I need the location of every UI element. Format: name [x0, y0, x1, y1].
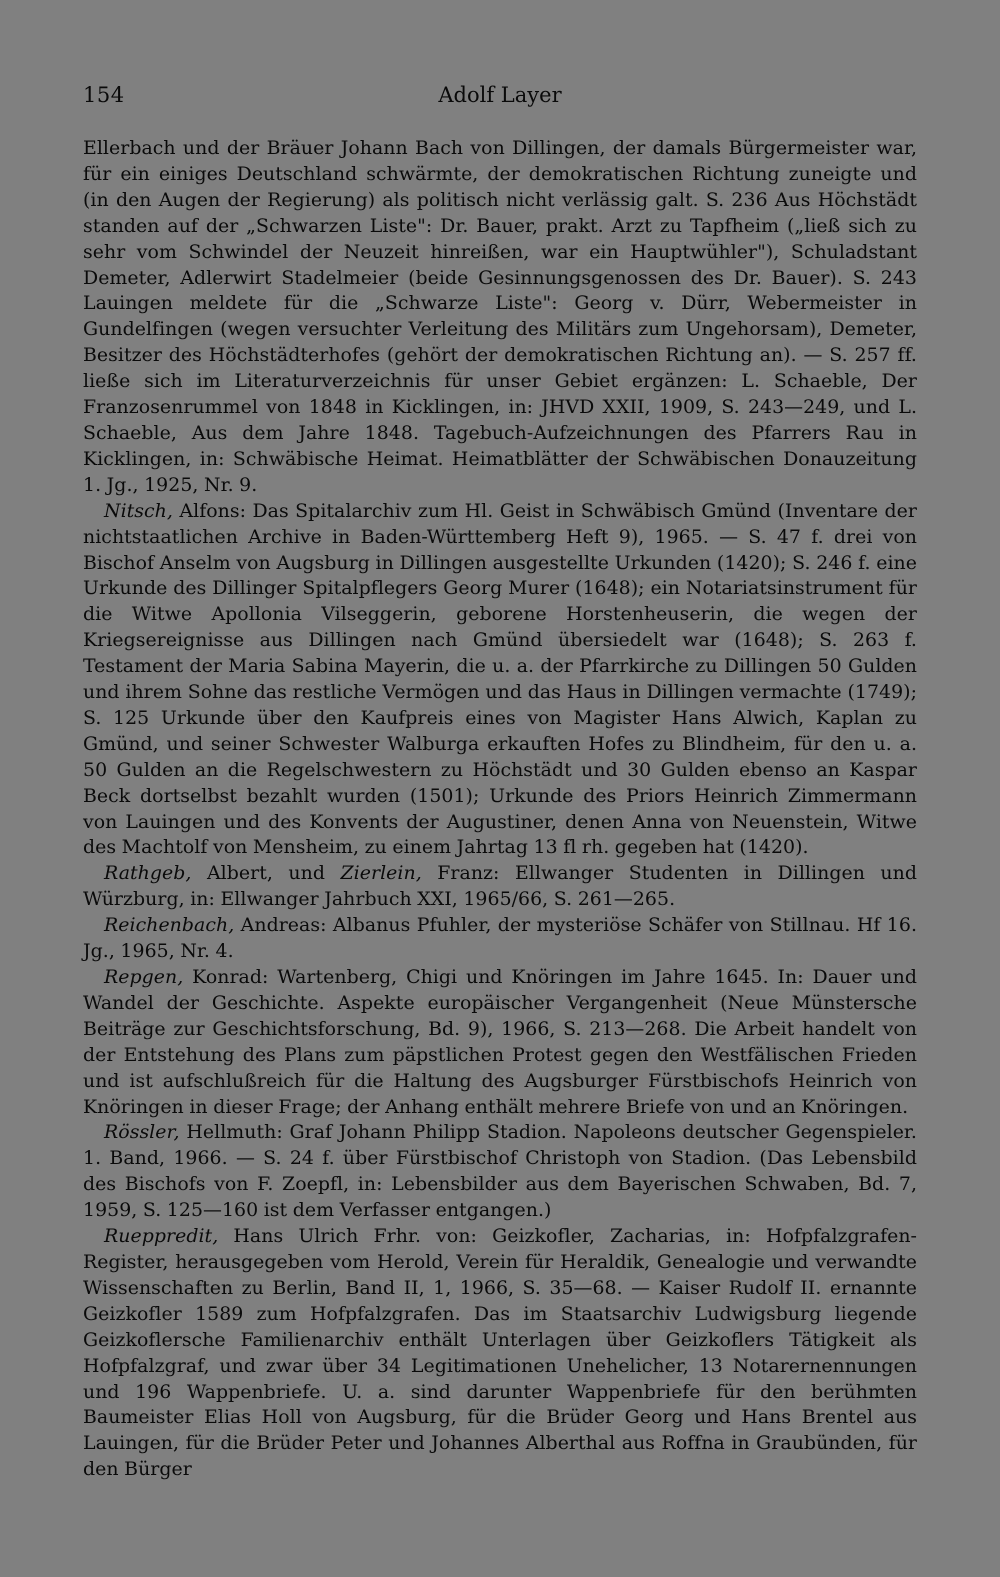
- entry-author: Rössler,: [104, 1121, 180, 1144]
- page-header: [83, 78, 917, 112]
- entry-text: Hans Ulrich Frhr. von: Geizkofler, Zacharias, in: Hofpfalzgrafen-Register, herausgegeben vom Herold, Verein für Heraldik, Genealogie und verwandte Wissenschaften zu Berlin, Band II, 1, 1966, S. 35—68. — Kaiser Rudolf II. ernannte Geizkofler 1589 zum Hofpfalzgrafen. Das im Staatsarchiv Ludwigsburg liegende Geizkoflersche Familienarchiv enthält Unterlagen über Geizkoflers Tätigkeit als Hofpfalzgraf, und zwar über 34 Legitimationen Unehelicher, 13 Notarernennungen und 196 Wappenbriefe. U. a. sind darunter Wappenbriefe für den berühmten Baumeister Elias Holl von Augsburg, für die Brüder Georg und Hans Brentel aus Lauingen, für die Brüder Peter und Johannes Alberthal aus Roffna in Graubünden, für den Bürger: [83, 1225, 917, 1481]
- entry-text: Hellmuth: Graf Johann Philipp Stadion. Napoleons deutscher Gegenspieler. 1. Band, 1966. — S. 24 f. über Fürstbischof Christoph von Stadion. (Das Lebensbild des Bischofs von F. Zoepfl, in: Lebensbilder aus dem Bayerischen Schwaben, Bd. 7, 1959, S. 125—160 ist dem Verfasser entgangen.): [83, 1121, 917, 1222]
- entry-author: Reichenbach,: [104, 914, 235, 937]
- entry-text: Franz: Ellwanger Studenten in Dillingen und Würzburg, in: Ellwanger Jahrbuch XXI, 1965/66, S. 261—265.: [83, 862, 918, 911]
- entry-text: Alfons: Das Spitalarchiv zum Hl. Geist in Schwäbisch Gmünd (Inventare der nichtstaatlichen Archive in Baden-Württemberg Heft 9), 1965. — S. 47 f. drei von Bischof Anselm von Augsburg in Dillingen ausgestellte Urkunden (1420); S. 246 f. eine Urkunde des Dillinger Spitalpflegers Georg Murer (1648); ein Notariatsinstrument für die Witwe Apollonia Vilseggerin, geborene Horstenheuserin, die wegen der Kriegsereignisse aus Dillingen nach Gmünd übersiedelt war (1648); S. 263 f. Testament der Maria Sabina Mayerin, die u. a. der Pfarrkirche zu Dillingen 50 Gulden und ihrem Sohne das restliche Vermögen und das Haus in Dillingen vermachte (1749); S. 125 Urkunde über den Kaufpreis eines von Magister Hans Alwich, Kaplan zu Gmünd, und seiner Schwester Walburga erkauften Hofes zu Blindheim, für den u. a. 50 Gulden an die Regelschwestern zu Höchstädt und 30 Gulden ebenso an Kaspar Beck dortselbst bezahlt wurden (1501); Urkunde des Priors Heinrich Zimmermann von Lauingen und des Konvents der Augustiner, denen Anna von Neuenstein, Witwe des Machtolf von Mensheim, zu einem Jahrtag 13 fl rh. gegeben hat (1420).: [83, 499, 917, 859]
- running-head: Adolf Layer: [438, 83, 562, 107]
- bibliography-entry-repgen: [83, 965, 917, 1120]
- bibliography-entry-roessler: [83, 1120, 917, 1224]
- bibliography-entry-rathgeb: [83, 861, 917, 913]
- entry-text: Ellerbach und der Bräuer Johann Bach von Dillingen, der damals Bürgermeister war, für ein einiges Deutschland schwärmte, der demokratischen Richtung zuneigte und (in den Augen der Regierung) als politisch nicht verlässig galt. S. 236 Aus Höchstädt standen auf der „Schwarzen Liste": Dr. Bauer, prakt. Arzt zu Tapfheim („ließ sich zu sehr vom Schwindel der Neuzeit hinreißen, war ein Hauptwühler"), Schuladstant Demeter, Adlerwirt Stadelmeier (beide Gesinnungsgenossen des Dr. Bauer). S. 243 Lauingen meldete für die „Schwarze Liste": Georg v. Dürr, Webermeister in Gundelfingen (wegen versuchter Verleitung des Militärs zum Ungehorsam), Demeter, Besitzer des Höchstädterhofes (gehört der demokratischen Richtung an). — S. 257 ff. ließe sich im Literaturverzeichnis für unser Gebiet ergänzen: L. Schaeble, Der Franzosenrummel von 1848 in Kicklingen, in: JHVD XXII, 1909, S. 243—249, und L. Schaeble, Aus dem Jahre 1848. Tagebuch-Aufzeichnungen des Pfarrers Rau in Kicklingen, in: Schwäbische Heimat. Heimatblätter der Schwäbischen Donauzeitung 1. Jg., 1925, Nr. 9.: [83, 137, 917, 496]
- entry-author: Rathgeb,: [104, 862, 192, 885]
- entry-text: Konrad: Wartenberg, Chigi und Knöringen im Jahre 1645. In: Dauer und Wandel der Geschichte. Aspekte europäischer Vergangenheit (Neue Münstersche Beiträge zur Geschichtsforschung, Bd. 9), 1966, S. 213—268. Die Arbeit handelt von der Entstehung des Plans zum päpstlichen Protest gegen den Westfälischen Frieden und ist aufschlußreich für die Haltung des Augsburger Fürstbischofs Heinrich von Knöringen in dieser Frage; der Anhang enthält mehrere Briefe von und an Knöringen.: [83, 966, 917, 1118]
- entry-coauthor: Zierlein,: [340, 862, 422, 885]
- bibliography-entry-reichenbach: [83, 913, 917, 965]
- bibliography-entry-nitsch: [83, 499, 917, 862]
- page-number: 154: [83, 83, 125, 107]
- body-text: [83, 136, 917, 1483]
- entry-text: Andreas: Albanus Pfuhler, der mysteriöse Schäfer von Stillnau. Hf 16. Jg., 1965, Nr. 4.: [83, 914, 917, 963]
- entry-continuation: [83, 136, 917, 499]
- entry-author: Repgen,: [104, 966, 184, 988]
- entry-text-connector: Albert, und: [191, 862, 341, 885]
- entry-author: Nitsch,: [104, 499, 173, 522]
- bibliography-entry-rueppredit: [83, 1224, 917, 1483]
- entry-author: Rueppredit,: [104, 1225, 219, 1248]
